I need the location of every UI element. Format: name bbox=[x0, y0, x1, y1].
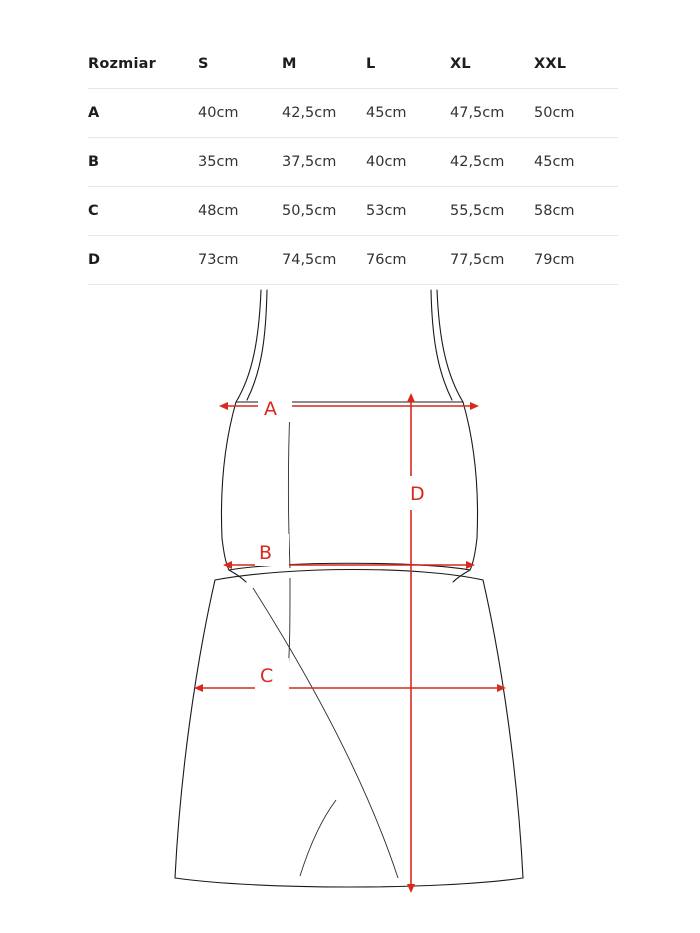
cell-a-xl: 47,5cm bbox=[450, 89, 534, 138]
header-rozmiar: Rozmiar bbox=[88, 40, 198, 89]
cell-a-l: 45cm bbox=[366, 89, 450, 138]
header-xxl: XXL bbox=[534, 40, 618, 89]
row-label-c: C bbox=[88, 187, 198, 236]
size-table-head bbox=[88, 40, 618, 89]
cell-d-m: 74,5cm bbox=[282, 236, 366, 285]
measure-c bbox=[203, 658, 497, 692]
cell-b-xxl: 45cm bbox=[534, 138, 618, 187]
dress-waistband bbox=[215, 570, 483, 583]
measure-d bbox=[404, 402, 438, 884]
header-m: M bbox=[282, 40, 366, 89]
cell-a-m: 42,5cm bbox=[282, 89, 366, 138]
label-b: B bbox=[259, 542, 273, 564]
row-label-a: A bbox=[88, 89, 198, 138]
cell-b-m: 37,5cm bbox=[282, 138, 366, 187]
label-d: D bbox=[410, 483, 425, 505]
cell-b-s: 35cm bbox=[198, 138, 282, 187]
cell-c-s: 48cm bbox=[198, 187, 282, 236]
cell-b-xl: 42,5cm bbox=[450, 138, 534, 187]
table-header-row bbox=[88, 40, 618, 89]
row-label-d: D bbox=[88, 236, 198, 285]
cell-a-xxl: 50cm bbox=[534, 89, 618, 138]
header-l: L bbox=[366, 40, 450, 89]
measure-a bbox=[228, 390, 470, 422]
cell-d-l: 76cm bbox=[366, 236, 450, 285]
cell-c-xl: 55,5cm bbox=[450, 187, 534, 236]
dress-skirt bbox=[175, 578, 523, 887]
dress-straps bbox=[236, 290, 463, 402]
size-table-body bbox=[88, 89, 618, 285]
cell-d-xl: 77,5cm bbox=[450, 236, 534, 285]
row-label-b: B bbox=[88, 138, 198, 187]
cell-b-l: 40cm bbox=[366, 138, 450, 187]
measure-b bbox=[232, 534, 466, 566]
size-table bbox=[88, 40, 618, 285]
label-a: A bbox=[264, 398, 277, 420]
cell-c-l: 53cm bbox=[366, 187, 450, 236]
table-row bbox=[88, 138, 618, 187]
table-row bbox=[88, 89, 618, 138]
cell-c-m: 50,5cm bbox=[282, 187, 366, 236]
cell-d-s: 73cm bbox=[198, 236, 282, 285]
cell-a-s: 40cm bbox=[198, 89, 282, 138]
header-s: S bbox=[198, 40, 282, 89]
cell-c-xxl: 58cm bbox=[534, 187, 618, 236]
label-c: C bbox=[260, 665, 274, 687]
header-xl: XL bbox=[450, 40, 534, 89]
dress-diagram bbox=[0, 278, 700, 918]
cell-d-xxl: 79cm bbox=[534, 236, 618, 285]
table-row bbox=[88, 187, 618, 236]
